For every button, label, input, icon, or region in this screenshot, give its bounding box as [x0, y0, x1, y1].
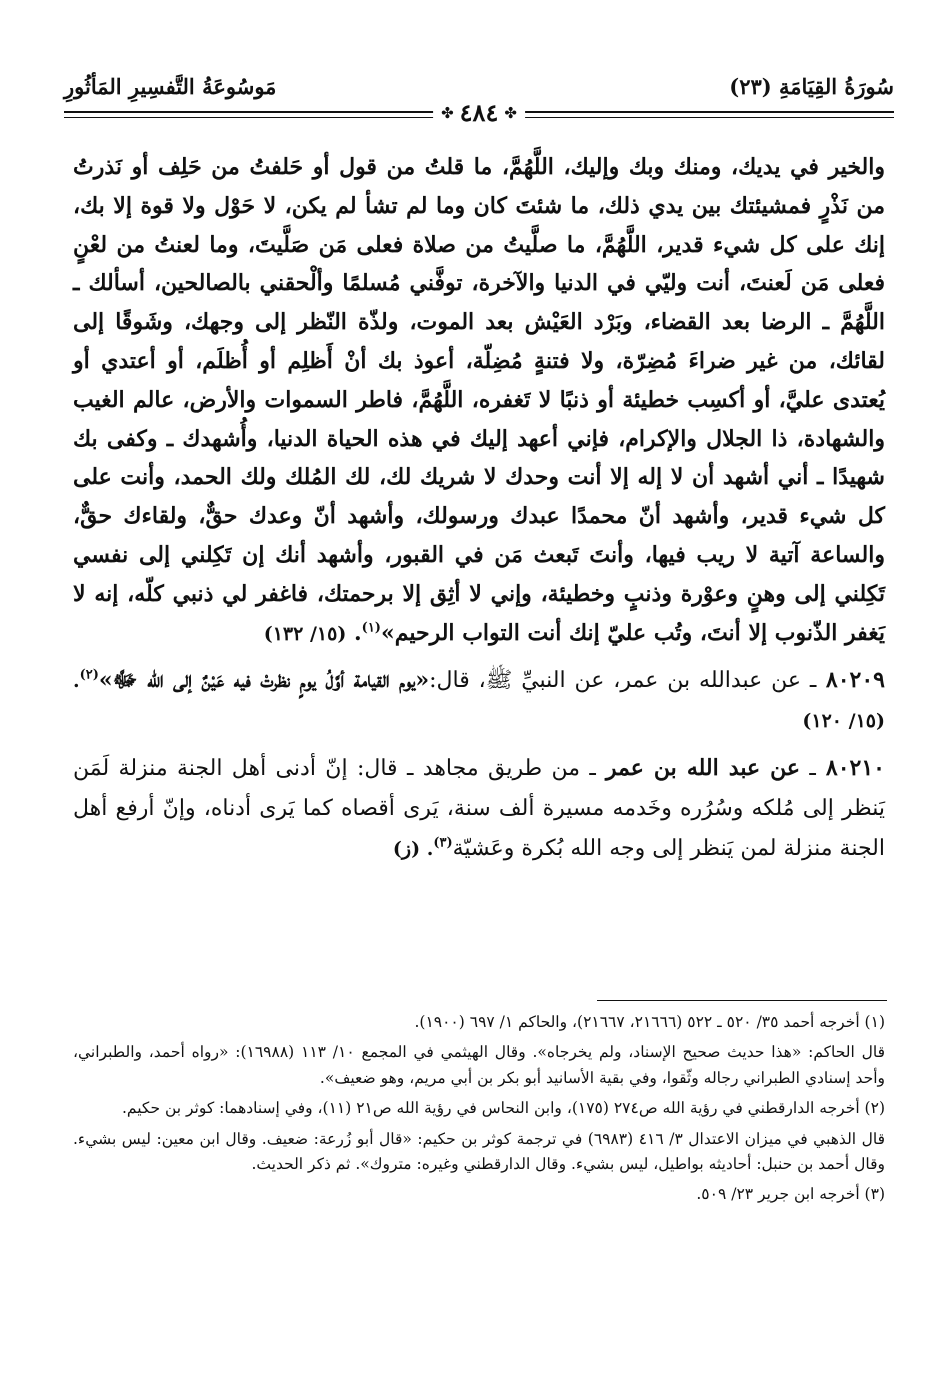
- dua-text: والخير في يديك، ومنك وبك وإليك، اللَّهُمَّ، ما قلتُ من قول أو حَلفتُ من حَلِف أو نَذرتُ من نَذْرٍ فمشيئتك بين يدي ذلك، ما شئتَ كان وما لم تشأ لم يكن، لا حَوْل ولا قوة إلا بك، إنك على كل شيء قدير، اللَّهُمَّ، ما صلَّيتُ من صلاة فعلى مَن صَلَّيتَ، وما لعنتُ من لعْنٍ فعلى مَن لَعنتَ، أنت وليّي في الدنيا والآخرة، توفَّني مُسلمًا وألْحقني بالصالحين، أسألك ـ اللَّهُمَّ ـ الرضا بعد القضاء، وبَرْد العَيْش بعد الموت، ولذّة النّظر إلى وجهك، وشَوقًا إلى لقائك، من غير ضراءَ مُضِرّة، ولا فتنةٍ مُضِلّة، أعوذ بك أنْ أَظلِم أو أُظلَم، أو أعتدي أو يُعتدى عليَّ، أو أكسِب خطيئة أو ذنبًا لا تَغفره، اللَّهُمَّ، فاطر السموات والأرض، عالم الغيب والشهادة، ذا الجلال والإكرام، فإني أعهد إليك في هذه الحياة الدنيا، وأُشهدك ـ وكفى بك شهيدًا ـ أني أشهد أن لا إله إلا أنت وحدك لا شريك لك، لك المُلك ولك الحمد، وأنت على كل شيء قدير، وأشهد أنّ محمدًا عبدك ورسولك، وأشهد أنّ وعدك حقٌّ، ولقاءك حقٌّ، والساعة آتية لا ريب فيها، وأنتَ تَبعث مَن في القبور، وأشهد أنك إن تَكِلني إلى نفسي تَكِلني إلى وهنٍ وعوْرة وذنبٍ وخطيئة، وإني لا أثِق إلا برحمتك، فاغفر لي ذنبي كلّه، إنه لا يَغفر الذّنوب إلا أنتَ، وتُب عليّ إنك أنت التواب الرحيم»: [73, 154, 885, 646]
- main-text: [73, 148, 885, 868]
- footnote-mark-1: (١): [361, 620, 381, 636]
- entry-number: ٨٠٢١٠: [825, 754, 885, 781]
- hadith-entry-80209: [73, 661, 885, 741]
- dua-reference: (١٥/ ١٣٢): [263, 622, 347, 645]
- entry-narrator: عن عبد الله بن عمر: [605, 754, 800, 781]
- entry-isnad: ـ عن عبدالله بن عمر، عن النبيِّ ﷺ، قال:: [429, 668, 817, 694]
- footnote-2-comment: قال الذهبي في ميزان الاعتدال ٣/ ٤١٦ (٦٩٨٣) في ترجمة كوثر بن حكيم: «قال أبو زُرعة: ضعيف. وقال ابن معين: ليس بشيء. وقال أحمد بن حنبل: أحاديثه بواطيل، ليس بشيء. وقال الدارقطني وغيره: متروك». ثم ذكر الحديث.: [73, 1129, 886, 1174]
- footnote-1: (١) أخرجه أحمد ٣٥/ ٥٢٠ ـ ٥٢٢ (٢١٦٦٦، ٢١٦٦٧)، والحاكم ١/ ٦٩٧ (١٩٠٠).: [414, 1013, 885, 1031]
- ornament-icon: ✤: [504, 103, 517, 122]
- page-number: ٤٨٤: [459, 98, 499, 127]
- page-number-box: [433, 98, 525, 127]
- ornament-icon: ✤: [441, 103, 454, 122]
- dua-period: .: [353, 619, 362, 646]
- entry-text: ـ من طريق مجاهد ـ قال: إنّ أدنى أهل الجنة منزلة لَمَن يَنظر إلى مُلكه وسُرُره وخَدمه مسيرة ألف سنة، يَرى أقصاه كما يَرى أدناه، وإنّ أرفع أهل الجنة منزلة لمن يَنظر إلى وجه الله بُكرة وعَشيّة: [73, 755, 885, 861]
- page-header: [64, 74, 894, 127]
- footnote-mark-3: (٣): [433, 835, 453, 851]
- entry-number: ٨٠٢٠٩: [825, 667, 885, 694]
- footnotes: [73, 1010, 885, 1208]
- surah-title: سُورَةُ القِيَامَةِ (٢٣): [729, 74, 894, 99]
- entry-reference: . (ز): [392, 837, 434, 860]
- footnote-separator: [597, 1000, 887, 1001]
- entry-matn: «يوم القيامة أوَّلُ يومٍ نظرتْ فيه عَيْنٌ إلى الله ﷻ»: [98, 667, 430, 694]
- entry-reference: . (١٥/ ١٢٠): [73, 670, 885, 733]
- dua-paragraph: [73, 148, 885, 653]
- footnote-mark-2: (٢): [79, 668, 99, 684]
- encyclopedia-title: مَوسُوعَةُ التَّفسِيرِ المَأثُورِ: [64, 74, 277, 99]
- hadith-entry-80210: ٨٠٢١٠ ـ عن عبد الله بن عمر ـ من طريق مجاهد ـ قال: إنّ أدنى أهل الجنة منزلة لَمَن يَنظر إلى مُلكه وسُرُره وخَدمه مسيرة ألف سنة، يَرى أقصاه كما يَرى أدناه، وإنّ أرفع أهل الجنة منزلة لمن يَنظر إلى وجه الله بُكرة وعَشيّة$^{(٣)}$. (ز): [73, 754, 885, 861]
- footnote-3: (٣) أخرجه ابن جرير ٢٣/ ٥٠٩.: [696, 1185, 885, 1204]
- footnote-2: (٢) أخرجه الدارقطني في رؤية الله ص٢٧٤ (١٧٥)، وابن النحاس في رؤية الله ص٢١ (١١)، وفي إسنادهما: كوثر بن حكيم.: [121, 1099, 885, 1118]
- footnote-1-comment: قال الحاكم: «هذا حديث صحيح الإسناد، ولم يخرجاه». وقال الهيثمي في المجمع ١٠/ ١١٣ (١٦٩٨٨): «رواه أحمد، والطبراني، وأحد إسنادي الطبراني رجاله وثّقوا، وفي بقية الأسانيد أبو بكر بن أبي مريم، وهو ضعيف».: [73, 1043, 885, 1087]
